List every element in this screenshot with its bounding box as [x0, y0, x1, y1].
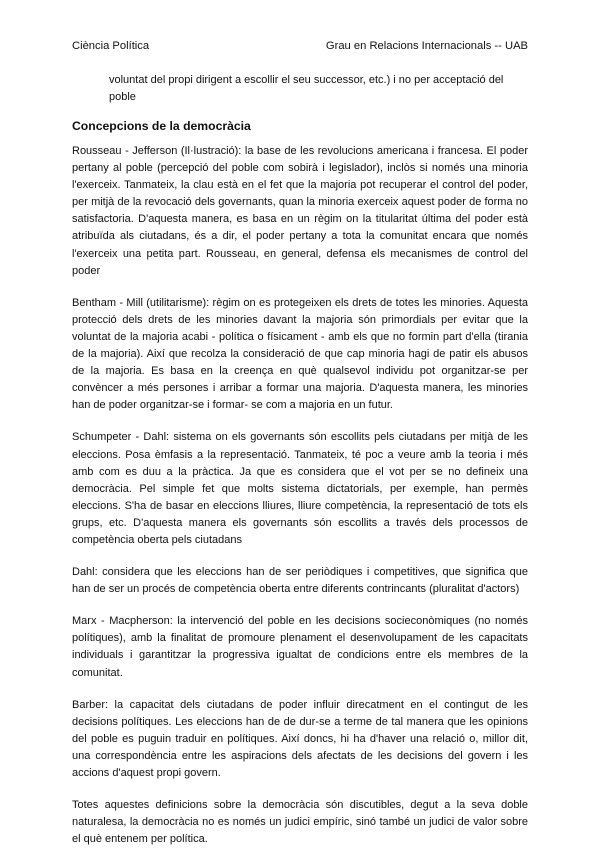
paragraph-barber: Barber: la capacitat dels ciutadans de poder influir direcatment en el contingut de les decisions polítiques. Les eleccions han de de dur-se a terme de tal manera que les opinions del poble es puguin traduir en polítiques. Així doncs, hi ha d'haver una relació o, millor dit, una correspondència entre les aspiracions dels afectats de les decisions del govern i les accions d'aquest propi govern.	[72, 698, 528, 779]
continued-text: voluntat del propi dirigent a escollir el seu successor, etc.) i no per acceptació del poble	[109, 74, 504, 103]
document-body	[72, 72, 528, 848]
page-header	[72, 38, 528, 54]
paragraph-schumpeter-dahl: Schumpeter - Dahl: sistema on els governants són escollits pels ciutadans per mitjà de les eleccions. Posa èmfasis a la representació. Tanmateix, té poc a veure amb la teoria i més amb com es duu a la pràctica. Ja que es considera que el vot per se no defineix una democràcia. Pel simple fet que molts sistema dictatorials, per exemple, han permès eleccions. S'ha de basar en eleccions lliures, lliure competència, la representació de tots els grups, etc. D'aquesta manera els governants són escollits a través dels processos de competència oberta pels ciutadans	[72, 431, 528, 546]
header-course-title: Ciència Política	[72, 40, 150, 52]
paragraph-conclusion: Totes aquestes definicions sobre la democràcia són discutibles, degut a la seva doble naturalesa, la democràcia no es només un judici empíric, sinó també un judici de valor sobre el què entenem per política.	[72, 799, 528, 846]
paragraph-marx-macpherson: Marx - Macpherson: la intervenció del poble en les decisions socieconòmiques (no només polítiques), amb la finalitat de promoure plenament el desenvolupament de les capacitats individuals i garantitzar la progressiva igualtat de condicions entre els membres de la comunitat.	[72, 615, 528, 679]
paragraph-bentham-mill: Bentham - Mill (utilitarisme): règim on es protegeixen els drets de totes les minories. Aquesta protecció dels drets de les minories davant la majoria són primordials per evitar que la voluntat de la majoria acabi - política o físicament - amb els que no formin part d'ella (tirania de la majoria). Així que recolza la consideració de que cap minoria hagi de patir els abusos de la majoria. Es basa en la creença en què qualsevol individu pot organitzar-se per convèncer a més persones i arribar a formar una majoria. D'aquesta manera, les minories han de poder organitzar-se i formar- se com a majoria en un futur.	[72, 296, 528, 412]
paragraph-dahl: Dahl: considera que les eleccions han de ser periòdiques i competitives, que significa que han de ser un procés de competència oberta entre diferents contrincants (pluralitat d'actors)	[72, 566, 528, 596]
header-degree-title: Grau en Relacions Internacionals -- UAB	[325, 40, 528, 52]
paragraph-rousseau-jefferson: Rousseau - Jefferson (Il·lustració): la base de les revolucions americana i francesa. El poder pertany al poble (percepció del poble com sobirà i legislador), inclòs si només una minoria l'exerceix. Tanmateix, la clau està en el fet que la majoria pot recuperar el control del poder, per mitjà de la revocació dels governants, quan la minoria exerceix aquest poder de forma no satisfactoria. D'aquesta manera, es basa en un règim on la titularitat última del poder està atribuïda als ciutadans, és a dir, el poder pertany a tota la comunitat encara que només l'exerceix una petita part. Rousseau, en general, defensa els mecanismes de control del poder	[72, 145, 528, 277]
section-title: Concepcions de la democràcia	[72, 119, 251, 133]
